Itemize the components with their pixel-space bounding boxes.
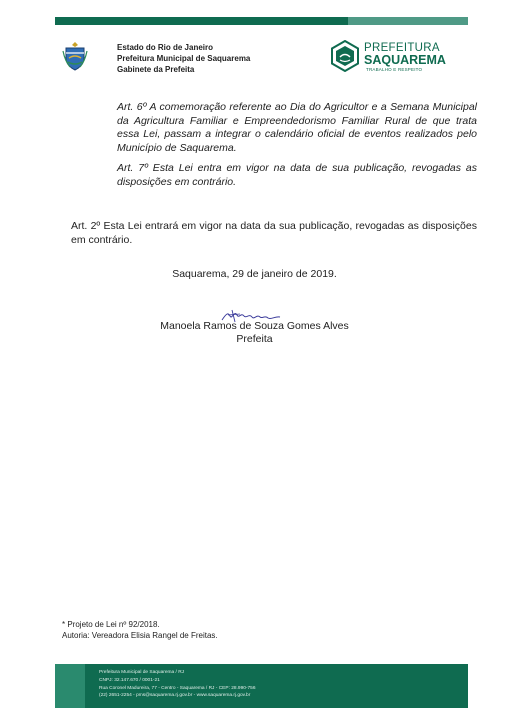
footnote [62, 620, 218, 641]
footer-address: Rua Coronel Madureira, 77 - Centro - Saquarema / RJ - CEP: 28.990-756 [99, 685, 256, 691]
header-color-bar-accent [348, 17, 468, 25]
footer-contacts: (22) 2651-2254 - pms@saquarema.rj.gov.br - www.saquarema.rj.gov.br [99, 693, 251, 699]
footer-contact-info [99, 669, 256, 700]
state-name: Estado do Rio de Janeiro [117, 43, 214, 52]
footer-band [55, 664, 468, 708]
signer-name: Manoela Ramos de Souza Gomes Alves [160, 320, 349, 332]
government-heading [117, 42, 250, 75]
article-6: Art. 6º A comemoração referente ao Dia do Agricultor e a Semana Municipal da Agricultura Familiar e Empreendedorismo Familiar Rural de que trata essa Lei, passam a integrar o calendário oficial de eventos realizados pelo Município de Saquarema. [117, 101, 477, 154]
coat-of-arms-icon [62, 41, 88, 71]
header-color-bar [55, 17, 468, 25]
footer-cnpj: CNPJ: 32.147.670 / 0001-21 [99, 677, 160, 683]
document-date: Saquarema, 29 de janeiro de 2019. [172, 268, 337, 280]
signer-role: Prefeita [236, 333, 273, 345]
hexagon-logo-icon [330, 40, 360, 72]
footnote-authorship: Autoria: Vereadora Elisia Rangel de Freitas. [62, 630, 218, 640]
article-7: Art. 7º Esta Lei entra em vigor na data de sua publicação, revogadas as disposições em contrário. [117, 162, 477, 188]
municipality-name: Prefeitura Municipal de Saquarema [117, 54, 251, 63]
footer-accent-stripe [55, 664, 85, 708]
logo-saquarema-text: SAQUAREMA [364, 53, 446, 67]
footnote-bill-number: * Projeto de Lei nº 92/2018. [62, 620, 160, 629]
prefeitura-logo [330, 40, 470, 74]
logo-tagline: TRABALHO E RESPEITO [366, 67, 423, 72]
footer-org: Prefeitura Municipal de Saquarema / RJ [99, 670, 185, 675]
logo-prefeitura-text: PREFEITURA [364, 42, 440, 54]
article-2: Art. 2º Esta Lei entrará em vigor na data da sua publicação, revogadas as disposições em contrário. [71, 220, 477, 246]
office-name: Gabinete da Prefeita [117, 65, 195, 74]
